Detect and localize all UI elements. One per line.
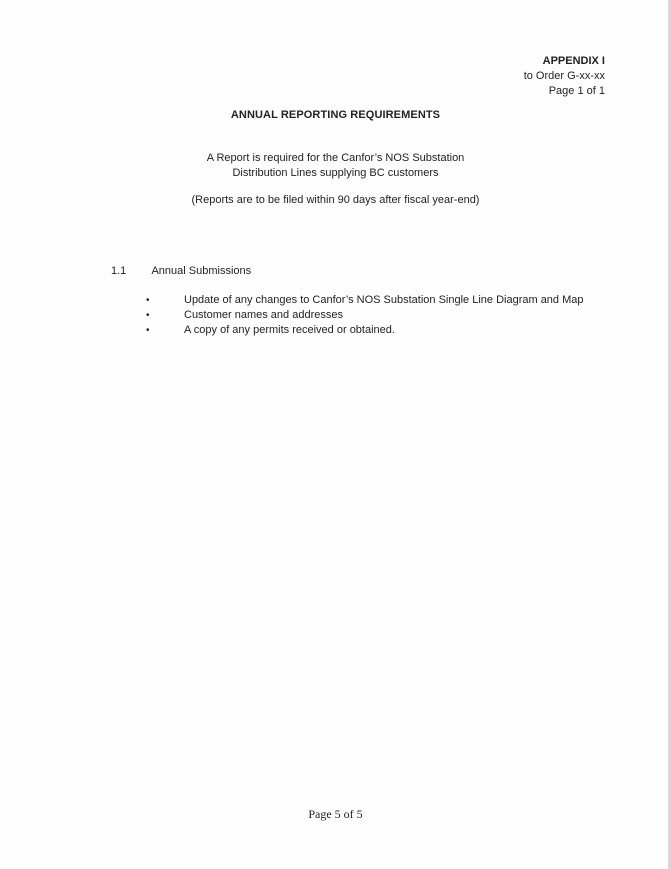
- document-title: ANNUAL REPORTING REQUIREMENTS: [230, 109, 441, 121]
- appendix-label: APPENDIX I: [542, 55, 605, 67]
- intro-line-2: Distribution Lines supplying BC customers: [232, 167, 439, 179]
- list-item: [146, 323, 584, 338]
- bullet-icon: •: [146, 295, 150, 306]
- list-item-text: Update of any changes to Canfor’s NOS Substation Single Line Diagram and Map: [184, 294, 584, 306]
- submission-list: [146, 293, 584, 338]
- appendix-header: [524, 54, 605, 99]
- list-item-text: Customer names and addresses: [184, 309, 343, 321]
- bullet-icon: •: [146, 310, 150, 321]
- intro-line-1: A Report is required for the Canfor’s NOS Substation: [206, 152, 465, 164]
- section-number: 1.1: [111, 265, 127, 277]
- list-item-text: A copy of any permits received or obtained.: [184, 324, 395, 336]
- list-item: [146, 308, 584, 323]
- page-footer: Page 5 of 5: [308, 807, 363, 821]
- intro-paragraph: [0, 151, 671, 181]
- page-indicator: Page 1 of 1: [548, 85, 605, 97]
- filing-note: (Reports are to be filed within 90 days after fiscal year-end): [191, 194, 480, 206]
- bullet-icon: •: [146, 325, 150, 336]
- order-reference: to Order G-xx-xx: [523, 70, 605, 82]
- list-item: [146, 293, 584, 308]
- section-title: Annual Submissions: [151, 265, 252, 277]
- section-heading: [111, 265, 251, 277]
